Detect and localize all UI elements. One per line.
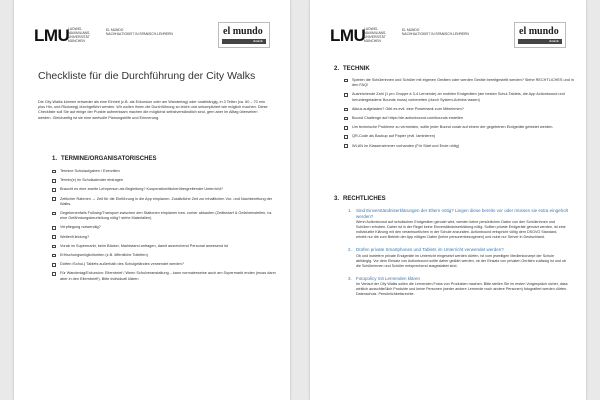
faq-item: 1. Sind Einverständniserklärungen der Eltern nötig? Liegen diese bereits vor oder müssen sie extra eingeholt werden? Wenn Actionbound auf schulischen Endgeräten genutzt wird, werden keine persönlichen Daten von den Schülerinnen und Schülern erhoben. Daher ist in der Regel keine Einverständniserklärung nötig. Sollten private Endgeräte genutzt werden, ist eine individuelle Klärung mit den verantwortlichen in der Schule anzuraten. Actionbound entspricht völlig dem DSGVO Standard, erhebt nur die zum Betrieb der App nötigen Daten (keine personenbezogenen) und nutzt nur Server in Deutschland.	[348, 208, 568, 240]
checklist-item[interactable]: Spielen die Schülerinnen und Schüler mit eigenen Geräten oder werden Geräte bereitgestellt werden? Siehe RECHTLICHES und in den FAQ!	[344, 78, 574, 88]
lmu-name: LUDWIG- MAXIMILIANS- UNIVERSITÄT MÜNCHEN	[364, 27, 387, 43]
section-heading-technik: 2. TECHNIK	[334, 66, 370, 72]
lmu-name: LUDWIG- MAXIMILIANS- UNIVERSITÄT MÜNCHEN	[68, 27, 91, 43]
faq-question: Sind Einverständniserklärungen der Eltern nötig? Liegen diese bereits vor oder müssen sie extra eingeholt werden?	[356, 208, 568, 219]
checklist-item[interactable]: Vorab im Supermarkt, beim Bäcker, Marktstand anfragen, damit ausreichend Personal anwesend ist	[52, 244, 278, 249]
checklist-item[interactable]: Zeitlicher Rahmen → Zeit für die Einführung in die App einplanen. Zusätzliche Zeit zur inhaltlichen Vor- und Nachbereitung der Walks.	[52, 197, 278, 207]
checklist-item[interactable]: Gegebenenfalls Fußweg/Transport zwischen den Stationen einplanen bzw. vorher abkaufen (Zeitbedarf & Gefahrenstellen, bz. eine Gefährdungsbeurteilung nötig? siehe Materialien)	[52, 211, 278, 221]
el-mundo-logo: el mundo didaktik	[514, 22, 566, 48]
checklist-item[interactable]: Verpflegung notwendig?	[52, 225, 278, 230]
project-label: EL MUNDO NACHHALTIGKEIT IN SPANISCH-LEHRERN	[402, 28, 469, 37]
faq-answer: Wenn Actionbound auf schulischen Endgeräten genutzt wird, werden keine persönlichen Daten von den Schülerinnen und Schülern erhoben. Daher ist in der Regel keine Einverständniserklärung nötig. Sollten private Endgeräte genutzt werden, ist eine individuelle Klärung mit den verantwortlichen in der Schule anzuraten. Actionbound entspricht völlig dem DSGVO Standard, erhebt nur die zum Betrieb der App nötigen Daten (keine personenbezogenen) und nutzt nur Server in Deutschland.	[356, 220, 566, 240]
faq-question: Fotopolicy mit Lernenden klären	[356, 275, 421, 281]
lmu-logo: LMU	[34, 26, 70, 45]
page-header	[34, 24, 270, 48]
checkbox-icon	[344, 135, 348, 139]
faq-answer: Im Verlauf der City Walks sollen die Lernenden Fotos von Produkten machen. Bitte stellen Sie im ersten Vorgespräch sicher, dass wirklich ausschließlich Produkte und keine Personen (weder andere Lernende noch andere Personen) fotografiert werden dürfen. Datenschutz. Persönlichkeitsrechte.	[356, 282, 568, 297]
lmu-logo: LMU	[330, 26, 366, 45]
checklist-technik	[344, 78, 574, 153]
checkbox-icon	[52, 226, 56, 230]
intro-paragraph: Die City-Walks können entweder als eine Einheit (z.B. als Exkursion oder am Wandertag) oder unabhängig, in 3 Teilen (ca. 60 – 70 min plus Hin- und Rückweg) durchgeführt werden. Wir wollen Ihnen die Durchführung so leicht und unkompliziert wie möglich machen. Diese Checkliste soll Sie auf einige der Punkte aufmerksam machen die möglichst selbstverständlich sind, gern aber im Alltag übersehen werden. Gleichzeitig ist sie eine wertvolle Planungshilfe und Erinnerung.	[38, 100, 268, 120]
checklist-item[interactable]: Termin(e) im Schulkalender eintragen	[52, 178, 278, 183]
faq-list	[348, 208, 568, 304]
checkbox-icon	[52, 235, 56, 239]
checklist-item[interactable]: Akkus aufgeladen? Gibt es evtl. eine Powerbank zum Mitnehmen?	[344, 107, 574, 112]
checkbox-icon	[52, 263, 56, 267]
document-page-2	[310, 0, 586, 400]
faq-item: 3. Fotopolicy mit Lernenden klären Im Verlauf der City Walks sollen die Lernenden Fotos von Produkten machen. Bitte stellen Sie im ersten Vorgespräch sicher, dass wirklich ausschließlich Produkte und keine Personen (weder andere Lernende noch andere Personen) fotografiert werden dürfen. Datenschutz. Persönlichkeitsrechte.	[348, 275, 568, 297]
el-mundo-logo: el mundo didaktik	[218, 22, 270, 48]
checkbox-icon	[52, 245, 56, 249]
checklist-item[interactable]: Um technische Probleme zu vermeiden, sollte jeder Bound vorab auf einem der gegebenen Endgeräte getestet werden.	[344, 125, 574, 130]
checklist-item[interactable]: Braucht es eine zweite Lehrperson als Begleitung? Kooperation/fächerübergreifender Unterricht?	[52, 187, 278, 192]
project-label: EL MUNDO NACHHALTIGKEIT IN SPANISCH-LEHRERN	[106, 28, 173, 37]
checklist-item[interactable]: Bound Challenge auf https://de.actionbound.com/bounds erstellen	[344, 116, 574, 121]
document-page-1	[14, 0, 290, 400]
checkbox-icon	[52, 272, 56, 276]
page-header	[330, 24, 566, 48]
checkbox-icon	[344, 126, 348, 130]
checkbox-icon	[52, 212, 56, 216]
section-heading-termine: 1. TERMINE/ORGANISATORISCHES	[52, 156, 157, 162]
checkbox-icon	[344, 108, 348, 112]
faq-question: Dürfen private Smartphones und Tablets im Unterricht verwendet werden?	[356, 247, 504, 253]
checklist-item[interactable]: WLAN im Klassenzimmer vorhanden (Für Start und Ende nötig)	[344, 144, 574, 149]
faq-answer: Ob und inwiefern private Endgeräte im Unterricht eingesetzt werden dürfen, ist vom jeweiligen Medienkonzept der Schule abhängig. Vor dem Einsatz von Actionbound sollte daher geklärt werden, ob der Einsatz von privaten Geräten zulässig ist und ob die Schülerinnen und Schüler entsprechend ausgestattet sind.	[356, 253, 567, 268]
checkbox-icon	[52, 254, 56, 258]
checkbox-icon	[52, 188, 56, 192]
checklist-item[interactable]: Für Wandertag/Exkursion: Elternbrief / Wenn Schulveranstaltung – kann normalerweise auch am Supermarkt enden (muss dann aber in den Elternbrief!). Bitte individuell klären	[52, 271, 278, 281]
faq-item: 2. Dürfen private Smartphones und Tablets im Unterricht verwendet werden? Ob und inwiefern private Endgeräte im Unterricht eingesetzt werden dürfen, ist vom jeweiligen Medienkonzept der Schule abhängig. Vor dem Einsatz von Actionbound sollte daher geklärt werden, ob der Einsatz von privaten Geräten zulässig ist und ob die Schülerinnen und Schüler entsprechend ausgestattet sind.	[348, 247, 567, 268]
checkbox-icon	[52, 170, 56, 174]
checkbox-icon	[344, 93, 348, 97]
checkbox-icon	[344, 144, 348, 148]
checklist-item[interactable]: Ausreichende Zahl (1 pro Gruppe à 3-4 Lernende) an mobilen Endgeräten (am besten Schul-Tablets, die App Actionbound und heruntergeladene Bounds muss) vorbereiten (durch System-Admins lassen)	[344, 92, 574, 102]
checkbox-icon	[344, 117, 348, 121]
checklist-item[interactable]: QR-Code als Backup auf Papier (evtl. laminieren)	[344, 134, 574, 139]
checklist-item[interactable]: Dürfen iSchul-) Tablets außerhalb des Schulgeländes verwendet werden?	[52, 262, 278, 267]
checklist-item[interactable]: Wetter/Kleidung?	[52, 235, 278, 240]
section-heading-rechtliches: 3. RECHTLICHES	[334, 196, 386, 202]
checklist-termine	[52, 169, 278, 286]
checkbox-icon	[344, 79, 348, 83]
checklist-item[interactable]: Erfrischungsmöglichkeiten (z.B. öffentliche Toiletten)	[52, 253, 278, 258]
checklist-item[interactable]: Termine Schulaufgaben / Exerzitien	[52, 169, 278, 174]
page-title: Checkliste für die Durchführung der City Walks	[38, 70, 256, 82]
checkbox-icon	[52, 197, 56, 201]
checkbox-icon	[52, 179, 56, 183]
